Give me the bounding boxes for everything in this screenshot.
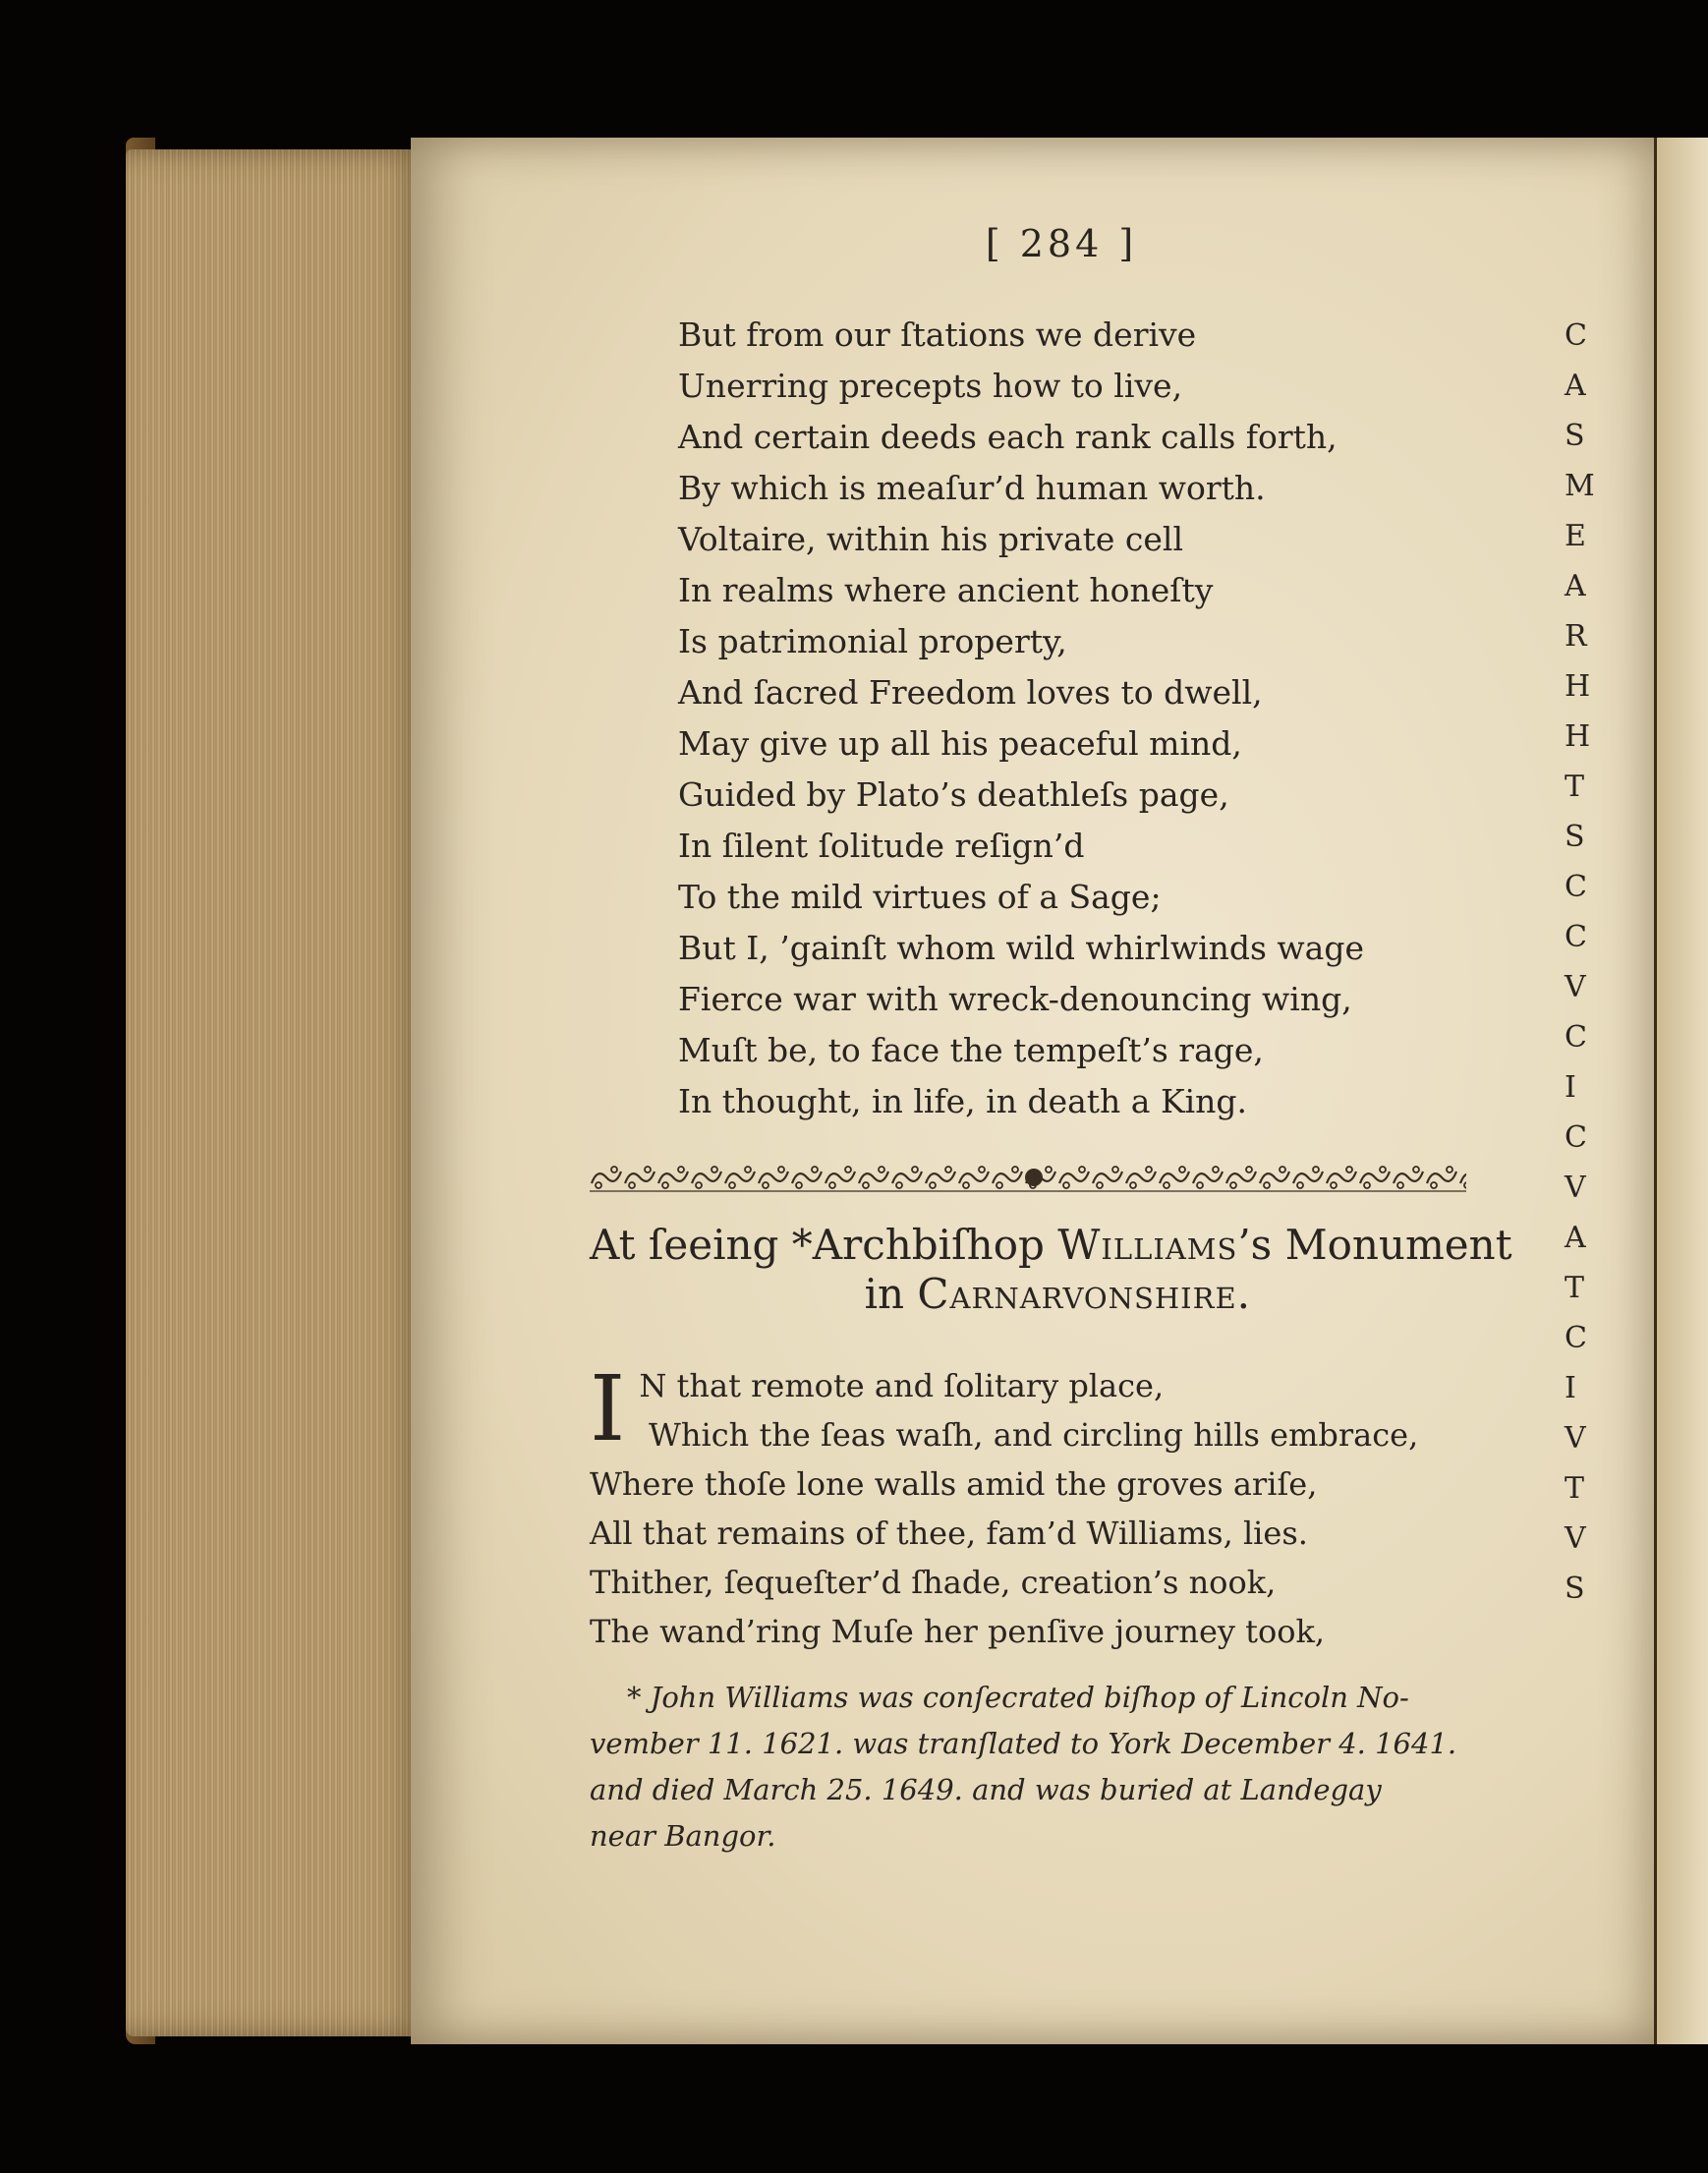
facing-page-letters: C A S M E A R H H T S C C V C I C V A T C I V T V S (1565, 318, 1595, 1606)
poem-line: N that remote and ſolitary place, (639, 1367, 1165, 1404)
verse-line: And certain deeds each rank calls forth, (678, 418, 1338, 456)
verse-line: In realms where ancient honeſty (678, 571, 1214, 609)
verse-line: In ſilent ſolitude reſign’d (678, 827, 1085, 865)
verse-line: But I, ’gainſt whom wild whirlwinds wage (678, 929, 1365, 967)
facing-page-edge (1654, 138, 1708, 2044)
verse-line: In thought, in life, in death a King. (678, 1082, 1248, 1120)
footnote-line: and died March 25. 1649. and was buried at Landegay (590, 1773, 1382, 1806)
page-number: [ 284 ] (985, 222, 1138, 265)
poem-title (590, 1221, 1512, 1319)
poem-body (590, 1356, 1474, 1656)
verse-line: Guided by Plato’s deathleſs page, (678, 775, 1229, 814)
title-in: in (864, 1270, 918, 1318)
page-stack-edge (126, 149, 430, 2036)
footnote-line: near Bangor. (590, 1819, 776, 1853)
verse-block (678, 310, 1464, 1127)
verse-line: And ſacred Freedom loves to dwell, (678, 673, 1263, 712)
verse-line: To the mild virtues of a Sage; (678, 878, 1162, 916)
verse-line: Voltaire, within his private cell (678, 520, 1184, 558)
title-place: Carnarvonshire (917, 1270, 1237, 1318)
footnote-line: vember 11. 1621. was tranſlated to York December 4. 1641. (590, 1727, 1457, 1760)
verse-line: Muſt be, to face the tempeſt’s rage, (678, 1031, 1264, 1069)
title-suffix: ’s Monument (1237, 1221, 1512, 1269)
poem-title-line-2 (590, 1270, 1466, 1319)
verse-line: Fierce war with wreck-denouncing wing, (678, 980, 1352, 1018)
verse-line: By which is meaſur’d human worth. (678, 469, 1266, 507)
drop-cap: I (590, 1356, 626, 1461)
poem-line: Where thoſe lone walls amid the groves ariſe, (590, 1465, 1318, 1503)
poem-line: Thither, ſequeſter’d ſhade, creation’s nook, (590, 1564, 1277, 1601)
title-name: Williams (1057, 1221, 1238, 1269)
title-end: . (1236, 1270, 1250, 1318)
footnote-line: * John Williams was conſecrated biſhop of Lincoln No- (627, 1681, 1409, 1714)
ornament-divider (590, 1160, 1466, 1195)
verse-line: May give up all his peaceful mind, (678, 724, 1242, 763)
verse-line: But from our ſtations we derive (678, 315, 1197, 354)
poem-line: The wand’ring Muſe her penſive journey took, (590, 1613, 1326, 1650)
poem-line: All that remains of thee, fam’d Williams, lies. (590, 1515, 1308, 1552)
poem-title-line-1 (590, 1221, 1512, 1270)
poem-line: Which the ſeas waſh, and circling hills embrace, (649, 1416, 1419, 1454)
verse-line: Unerring precepts how to live, (678, 367, 1183, 405)
verse-line: Is patrimonial property, (678, 622, 1067, 660)
title-prefix: At ſeeing *Archbiſhop (590, 1221, 1058, 1269)
footnote (590, 1675, 1474, 1859)
